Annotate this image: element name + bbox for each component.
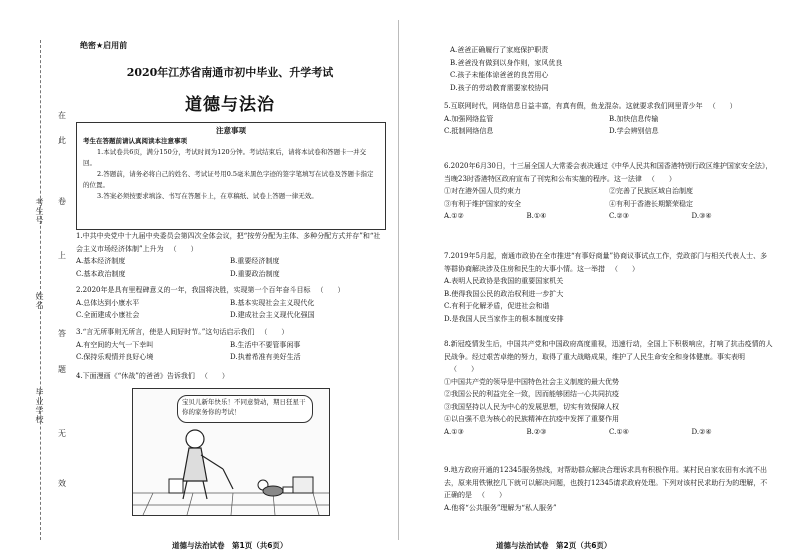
question-stem: 8.新冠疫情发生后，中国共产党和中国政府高度重视，迅速行动，全国上下积极响应，打响了抗击疫情的人民战争。经过艰苦卓绝的努力，取得了重大战略成果，维护了人民生命安全和身体健康。事实表明 — [444, 340, 773, 361]
option: B.生活中不要管事闲事 — [230, 340, 301, 349]
option: A.他将“公共服务”理解为“私人服务” — [444, 503, 557, 512]
question-stem: 4.下面漫画《“休战”的爸爸》告诉我们 — [76, 372, 195, 380]
question-stem: 2.2020年是具有里程碑意义的一年，我国将決胜，实现第一个百年奋斗目标 — [76, 286, 311, 294]
question-stem: 6.2020年6月30日，十三届全国人大常委会表决通过《中华人民共和国香港特别行政区维护国家安全法》，当晚23时香港特区政府宣布了刊宪和公布实施的程序。这一法律 — [444, 162, 773, 183]
option: D.是我国人民当家作主的根本制度安排 — [444, 314, 564, 323]
answer-blank: （ ） — [611, 264, 639, 273]
secret-label: 绝密★启用前 — [80, 41, 128, 50]
option: D.重要政治制度 — [230, 269, 280, 278]
answer-blank: （ ） — [169, 244, 198, 253]
binding-margin — [0, 0, 72, 560]
question-8 — [444, 338, 774, 438]
question-stem: 1.中共中央党中十九届中央委员会第四次全体会议，把“按劳分配为主体、多种分配方式并存”和“社会主义市场经济体制”上升为 — [76, 232, 381, 253]
seal-char: 效 — [58, 479, 66, 488]
answer-blank: （ ） — [260, 328, 289, 336]
option: B.加快信息传输 — [609, 114, 659, 123]
option: D.学会辨别信息 — [609, 127, 659, 135]
subject-title: 道德与法治 — [185, 95, 275, 115]
page-divider — [398, 20, 399, 540]
question-4-options — [450, 44, 770, 94]
seal-char: 答 — [58, 329, 66, 338]
question-5 — [444, 100, 774, 138]
statement: ③我国坚持以人民为中心的发展思想，切实有效保障人权 — [444, 402, 619, 411]
question-6 — [444, 160, 774, 223]
question-2 — [76, 284, 384, 322]
option: C.孩子未能体谅爸爸的良苦用心 — [450, 71, 549, 79]
notice-title: 注意事项 — [216, 126, 246, 135]
notice-item: 1.本试卷共6页，满分150分，考试时间为120分钟。考试结束后，请将本试卷和答题卡一并交回。 — [83, 148, 367, 167]
question-stem: 3.“言无所事则无所言，使是人间好时节。”这句话启示我们 — [76, 328, 255, 336]
option: C.抵制网络信息 — [444, 127, 494, 135]
option: D.执着希准有美好生活 — [230, 353, 301, 361]
answer-blank: （ ） — [200, 372, 229, 380]
question-3 — [76, 326, 384, 364]
exam-title: 2020年江苏省南通市初中毕业、升学考试 — [126, 66, 334, 79]
answer-blank: （ ） — [450, 365, 478, 373]
binding-line — [40, 40, 41, 540]
option: A.表明人民政协是我国的重要国家机关 — [444, 277, 564, 285]
question-stem: 5.互联网时代，网络信息日益丰富，有真有假，鱼龙混杂。这就要求我们网里青少年 — [444, 102, 703, 110]
statement: ②我国公民的利益完全一致，因而能够团结一心共同抗疫 — [444, 390, 619, 398]
seal-char: 在 — [58, 111, 66, 120]
choice: C.②③ — [609, 212, 629, 220]
question-7 — [444, 250, 774, 325]
notice-item: 3.答案必须按要求填涂、书写在答题卡上，在草稿纸、试卷上答题一律无效。 — [97, 192, 318, 200]
question-4 — [76, 370, 384, 383]
choice: D.②④ — [691, 427, 712, 436]
option: D.孩子的劳动教育需要家校协同 — [450, 83, 549, 92]
option: A.基本经济制度 — [76, 257, 126, 265]
option: A.加强网络监管 — [444, 114, 494, 123]
question-stem: 7.2019年5月起，南通市政协在全市推进“有事好商量”协商议事试点工作，党政部门与相关代表人士、多等群协商解决涉及住房和民生的大事小情。这一举措 — [444, 252, 768, 273]
question-stem: 9.地方政府开通的12345服务热线，对帮助群众解决合理诉求具有积极作用。某村民自家农田有水流不出去，原来用铁锹挖几下就可以解决问题，也拨打12345请求政府处理。下列对该村民求助行为的理解，不正确的是 — [444, 466, 768, 499]
option: B.基本实现社会主义现代化 — [230, 298, 315, 307]
choice: A.①② — [444, 212, 464, 220]
notice-header: 考生在答题前请认真阅读本注意事项 — [83, 137, 187, 145]
question-9 — [444, 464, 774, 514]
option: D.建成社会主义现代化强国 — [230, 311, 315, 319]
option: C.有利于化解矛盾，促进社会和谐 — [444, 302, 550, 310]
choice: C.①④ — [609, 427, 629, 436]
seal-char: 题 — [58, 365, 66, 374]
statement: ④以自强不息为核心的民族精神在抗疫中发挥了重要作用 — [444, 415, 619, 423]
seal-char: 无 — [58, 429, 66, 438]
speech-bubble: 宝贝儿新年快乐！不同意赞动，期日狂星干你的家务你的考试！ — [177, 395, 313, 423]
option: B.使得我国公民的政治权利进一步扩大 — [444, 289, 564, 298]
exam-page-2 — [408, 0, 784, 560]
option: B.爸爸没有做到以身作则，家风优良 — [450, 58, 563, 67]
seal-char: 此 — [58, 136, 66, 145]
choice: D.③④ — [691, 212, 712, 220]
statement: ②完善了民族区域自治制度 — [609, 187, 693, 195]
answer-blank: （ ） — [708, 102, 737, 110]
question-1 — [76, 230, 384, 280]
option: A.有空间的大气一下幸叫 — [76, 340, 154, 349]
statement: ①中国共产党的领导是中国特色社会主义制度的最大优势 — [444, 377, 619, 386]
option: C.保持乐观情并良好心境 — [76, 353, 154, 361]
choice: A.①③ — [444, 427, 464, 436]
statement: ③有利于维护国家的安全 — [444, 199, 521, 208]
cartoon-image — [132, 388, 330, 516]
candidate-number-label: 考生号 — [35, 198, 44, 225]
page-footer: 道德与法治试卷 第2页（共6页） — [496, 541, 612, 550]
name-label: 姓名 — [35, 292, 44, 310]
option: C.基本政治制度 — [76, 269, 126, 278]
option: A.总体达到小康水平 — [76, 298, 140, 307]
statement: ④有利于香港长期繁荣稳定 — [609, 199, 693, 208]
statement: ①对在港外国人员约束力 — [444, 187, 521, 195]
school-label: 毕业学校 — [35, 388, 44, 424]
cartoon-drawing — [133, 389, 329, 515]
option: C.全面建成小康社会 — [76, 311, 140, 319]
seal-char: 卷 — [58, 197, 66, 206]
notice-box — [76, 122, 386, 230]
page-footer: 道德与法治试卷 第1页（共6页） — [172, 541, 288, 550]
choice: B.①④ — [526, 212, 547, 220]
exam-page-1 — [72, 0, 388, 560]
answer-blank: （ ） — [647, 174, 676, 183]
option: A.爸爸正确履行了家庭保护职责 — [450, 46, 549, 54]
choice: B.②③ — [526, 427, 547, 436]
option: B.重要经济制度 — [230, 257, 280, 265]
notice-item: 2.答题前，请务必将自己的姓名、考试证号用0.5毫米黑色字迹的签字笔填写在试卷及答题卡指定的位置。 — [83, 170, 374, 189]
answer-blank: （ ） — [478, 491, 506, 499]
answer-blank: （ ） — [316, 286, 345, 294]
seal-char: 上 — [58, 251, 66, 260]
